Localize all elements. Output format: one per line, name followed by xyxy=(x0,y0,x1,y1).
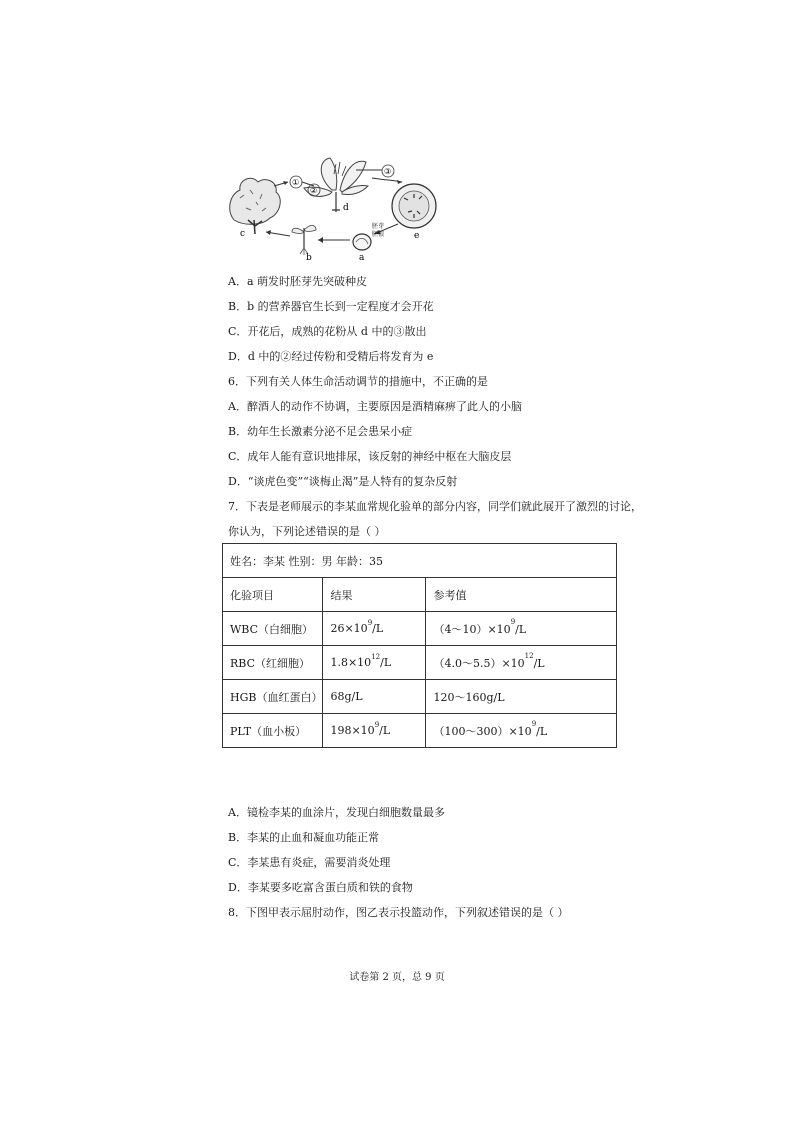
fig-label-a: a xyxy=(359,253,365,262)
q7-option-d: D．李某要多吃富含蛋白质和铁的食物 xyxy=(228,881,413,894)
cell-item: RBC（红细胞） xyxy=(223,646,323,680)
q7-option-b: B．李某的止血和凝血功能正常 xyxy=(228,831,380,844)
cell-reference: $(100\sim 300)\times 10^9/L$ xyxy=(426,714,617,748)
fig-label-3: ③ xyxy=(384,167,392,176)
column-header-result: 结果 xyxy=(323,578,426,612)
cell-item: WBC（白细胞） xyxy=(223,612,323,646)
fig-label-1: ① xyxy=(292,178,300,187)
column-header-reference: 参考值 xyxy=(426,578,617,612)
table-row xyxy=(223,680,617,714)
column-header-item: 化验项目 xyxy=(223,578,323,612)
q7-option-a: A．镜检李某的血涂片，发现白细胞数量最多 xyxy=(228,806,445,819)
page-footer: 试卷第 2 页，总 9 页 xyxy=(349,972,445,983)
q8-stem: 8．下图甲表示屈肘动作，图乙表示投篮动作，下列叙述错误的是（ ） xyxy=(228,906,569,919)
cell-item: HGB（血红蛋白） xyxy=(223,680,323,714)
tree-illustration xyxy=(230,178,281,234)
fig-label-embryo-root: 胚根 xyxy=(372,231,385,238)
cell-result: $26\times 10^9/L$ xyxy=(323,612,426,646)
seed-illustration xyxy=(353,234,371,250)
q6-option-c: C．成年人能有意识地排尿，该反射的神经中枢在大脑皮层 xyxy=(228,450,512,463)
table-row xyxy=(223,612,617,646)
fig-label-embryo-bud: 胚芽 xyxy=(372,223,385,230)
cell-item: PLT（血小板） xyxy=(223,714,323,748)
plant-life-cycle-figure xyxy=(222,150,442,262)
q7-stem-line1: 7．下表是老师展示的李某血常规化验单的部分内容，同学们就此展开了激烈的讨论， xyxy=(228,500,642,513)
q7-stem-line2: 你认为，下列论述错误的是（ ） xyxy=(228,525,386,538)
table-column-header-row xyxy=(223,578,617,612)
cell-result: 68g/L xyxy=(323,680,426,714)
cell-reference: $(4.0\sim 5.5)\times 10^{12}/L$ xyxy=(426,646,617,680)
q5-option-c: C．开花后，成熟的花粉从 d 中的③散出 xyxy=(228,325,427,338)
fig-label-c-left: c xyxy=(240,229,246,239)
table-row xyxy=(223,714,617,748)
q5-option-a: A．a 萌发时胚芽先突破种皮 xyxy=(228,275,367,288)
fig-label-2: ② xyxy=(310,186,318,195)
flower-illustration xyxy=(304,158,368,212)
q5-option-b: B．b 的营养器官生长到一定程度才会开花 xyxy=(228,300,434,313)
table-header-patient-info: 姓名：李某 性别：男 年龄：35 xyxy=(223,544,617,578)
q6-option-b: B．幼年生长激素分泌不足会患呆小症 xyxy=(228,425,413,438)
blood-test-table xyxy=(222,543,617,748)
seedling-illustration xyxy=(292,225,316,255)
cell-reference: 120～160g/L xyxy=(426,680,617,714)
cell-result: $1.8\times 10^{12}/L$ xyxy=(323,646,426,680)
fruit-illustration xyxy=(392,184,436,228)
fig-label-d: d xyxy=(343,203,349,213)
q6-option-d: D．“谈虎色变”“谈梅止渴”是人特有的复杂反射 xyxy=(228,475,458,488)
cell-result: $198\times 10^9/L$ xyxy=(323,714,426,748)
fig-label-e: e xyxy=(414,231,420,241)
cell-reference: $(4\sim 10)\times 10^9/L$ xyxy=(426,612,617,646)
q6-stem: 6．下列有关人体生命活动调节的措施中，不正确的是 xyxy=(228,375,488,388)
q7-option-c: C．李某患有炎症，需要消炎处理 xyxy=(228,856,391,869)
q6-option-a: A．醉酒人的动作不协调，主要原因是酒精麻痹了此人的小脑 xyxy=(228,400,522,413)
fig-label-b: b xyxy=(306,253,312,262)
q5-option-d: D．d 中的②经过传粉和受精后将发育为 e xyxy=(228,350,434,363)
table-row xyxy=(223,646,617,680)
